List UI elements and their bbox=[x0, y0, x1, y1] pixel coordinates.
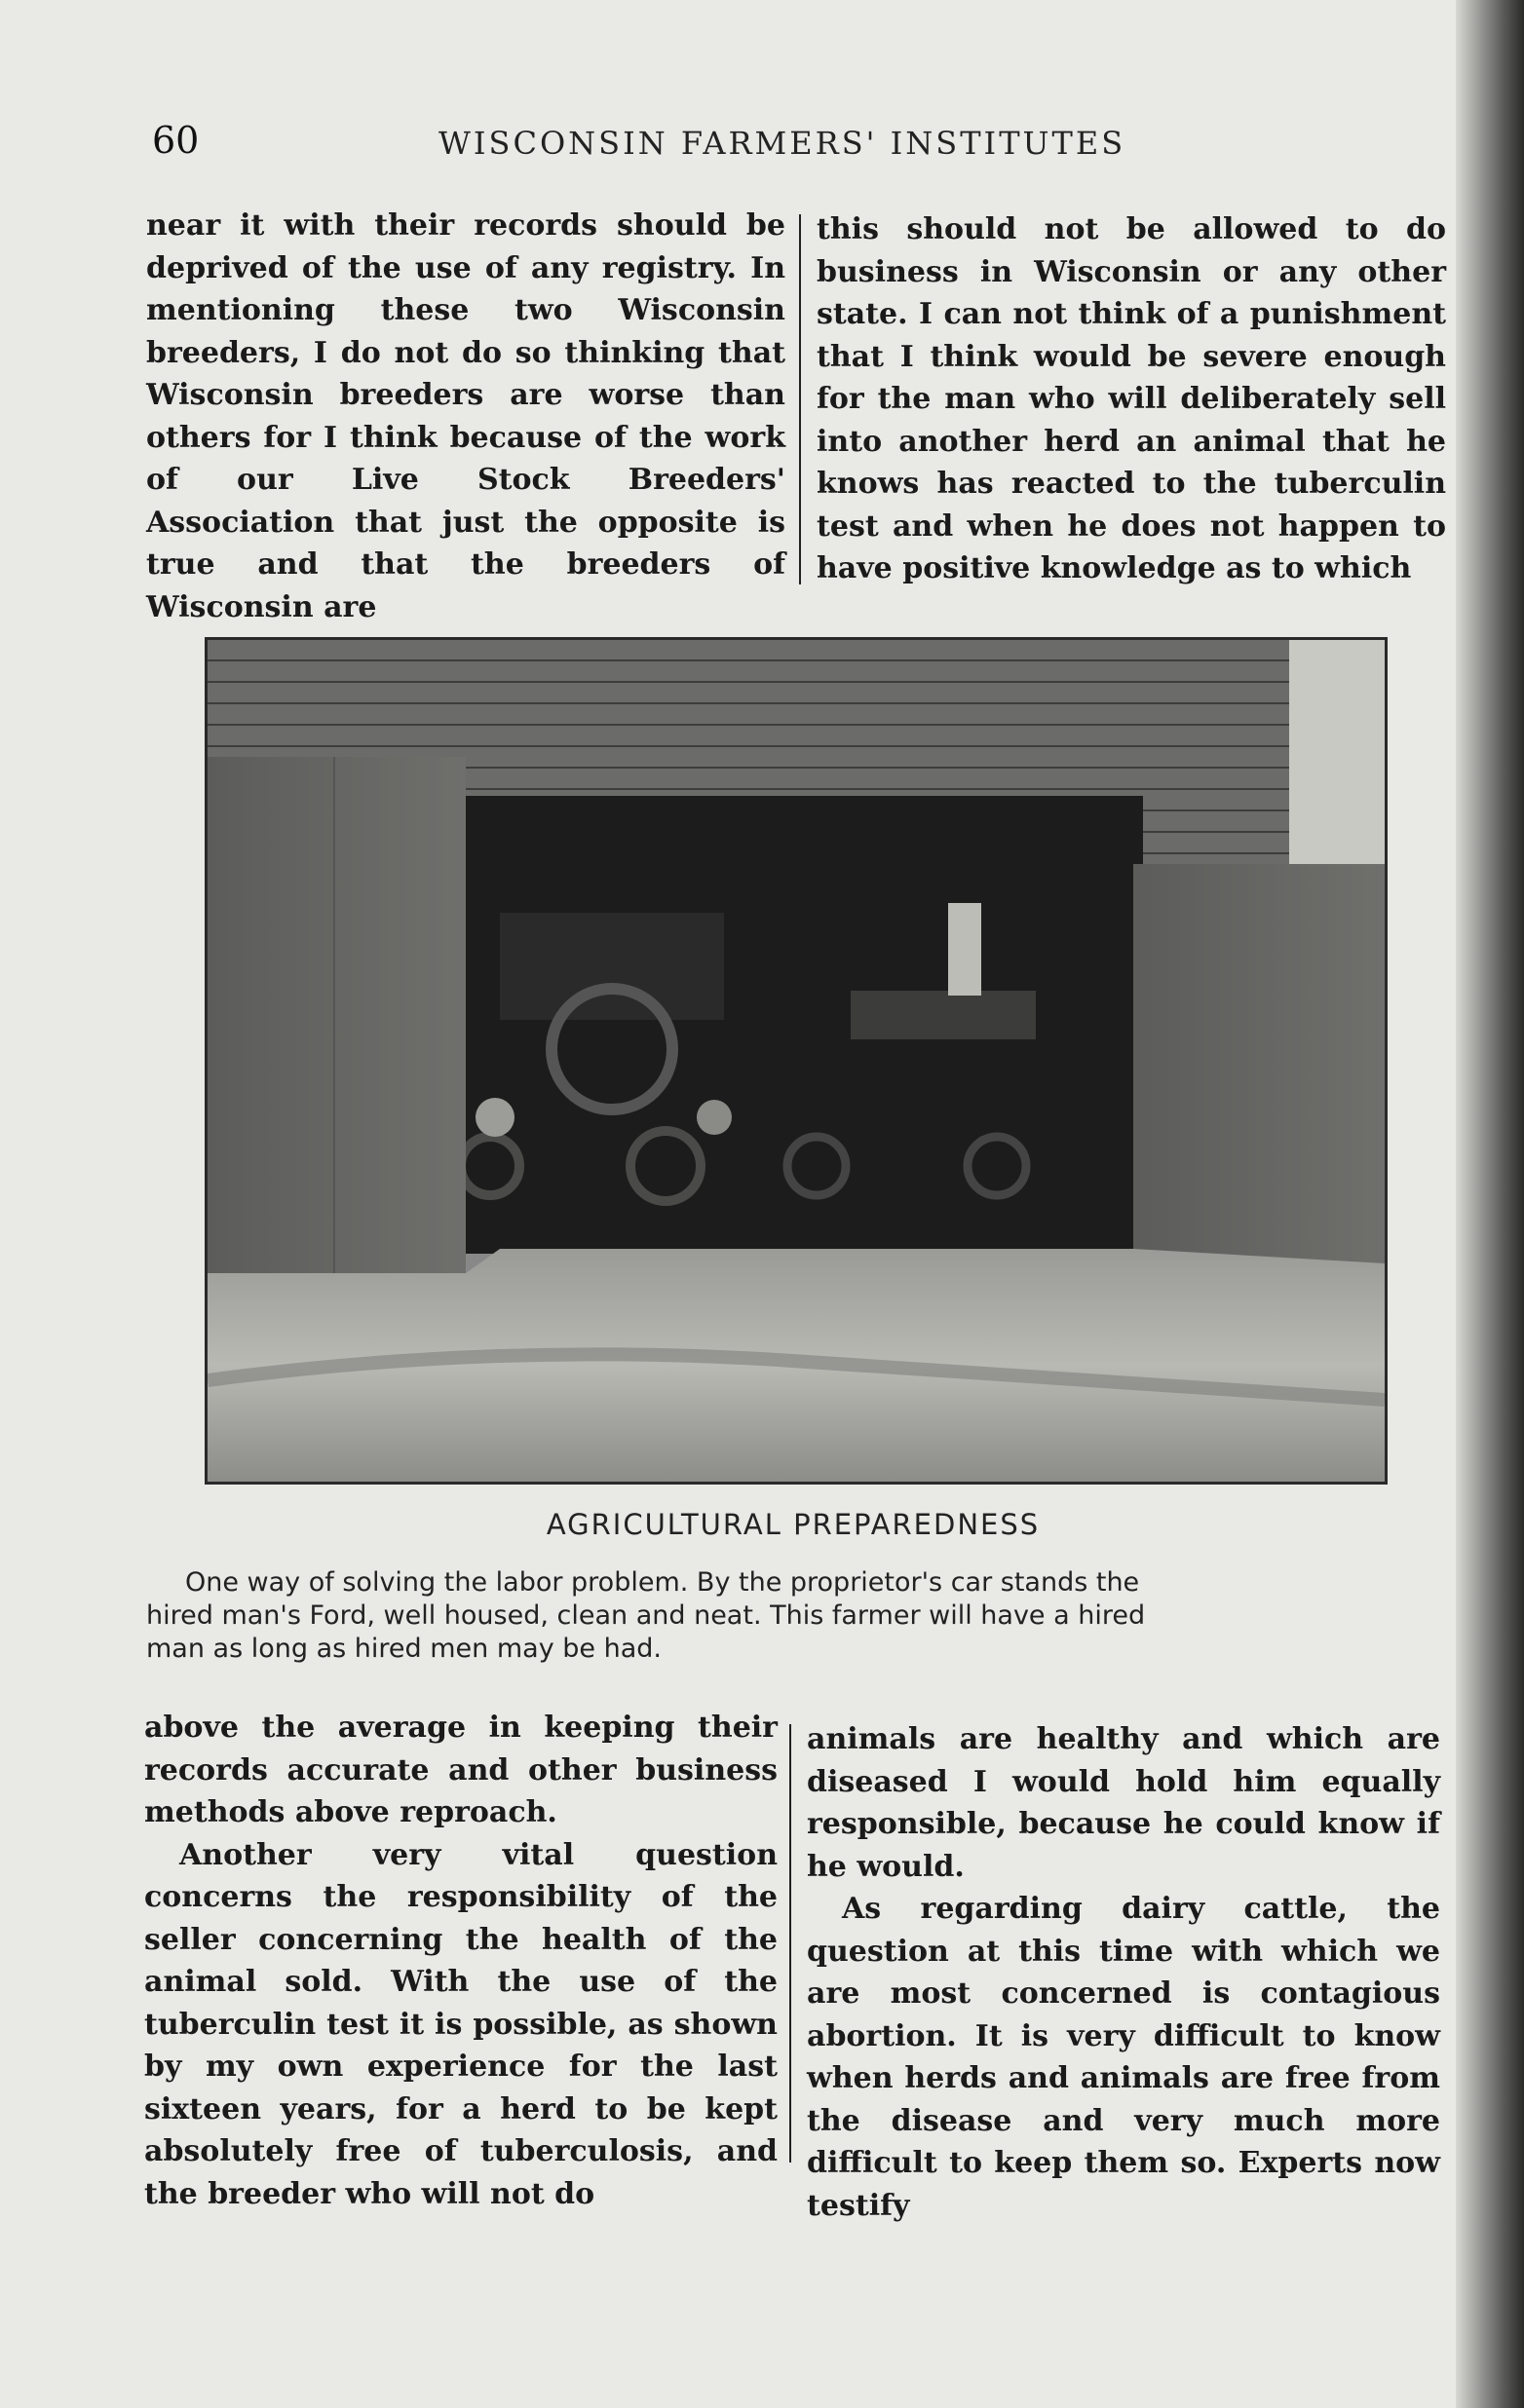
paragraph: near it with their records should be deprived of the use of any registry. In mentioning these two Wisconsin breeders, I do not do so thinking that Wisconsin breeders are worse than others for I think because of the work of our Live Stock Breeders' Association that just the opposite is true and that the breeders of Wisconsin are bbox=[146, 208, 785, 624]
text-column-bottom-left bbox=[144, 1707, 778, 2215]
running-title: WISCONSIN FARMERS' INSTITUTES bbox=[438, 125, 1126, 162]
page-edge-shadow bbox=[1456, 0, 1524, 2408]
column-divider bbox=[799, 214, 801, 584]
caption-line: man as long as hired men may be had. bbox=[146, 1634, 662, 1664]
text-column-top-left bbox=[146, 205, 785, 628]
text-column-bottom-right bbox=[807, 1718, 1440, 2227]
column-divider bbox=[789, 1724, 791, 2163]
figure-caption bbox=[146, 1566, 1432, 1666]
paragraph: animals are healthy and which are diseased I would hold him equally responsible, because he could know if he would. bbox=[807, 1722, 1440, 1884]
garage-photograph bbox=[205, 637, 1388, 1485]
page-number: 60 bbox=[152, 119, 200, 162]
paragraph: this should not be allowed to do business in Wisconsin or any other state. I can not think of a punishment that I think would be severe enough for the man who will deliberately sell into another herd an animal that he knows has reacted to the tuberculin test and when he does not happen to have positive knowledge as to which bbox=[817, 212, 1446, 585]
paragraph: As regarding dairy cattle, the question at this time with which we are most concerned is contagious abortion. It is very difficult to know when herds and animals are free from the disease and very much more difficult to keep them so. Experts now testify bbox=[807, 1892, 1440, 2223]
running-head bbox=[146, 115, 1442, 173]
caption-line: One way of solving the labor problem. By the proprietor's car stands the bbox=[185, 1567, 1140, 1598]
paragraph: above the average in keeping their records accurate and other business methods above reproach. bbox=[144, 1711, 778, 1829]
figure-title: AGRICULTURAL PREPAREDNESS bbox=[546, 1508, 1041, 1541]
paragraph: Another very vital question concerns the responsibility of the seller concerning the health of the animal sold. With the use of the tuberculin test it is possible, as shown by my own experience for the last sixteen years, for a herd to be kept absolutely free of tuberculosis, and the breeder who will not do bbox=[144, 1837, 778, 2211]
text-column-top-right bbox=[817, 208, 1446, 590]
caption-line: hired man's Ford, well housed, clean and neat. This farmer will have a hired bbox=[146, 1600, 1146, 1631]
